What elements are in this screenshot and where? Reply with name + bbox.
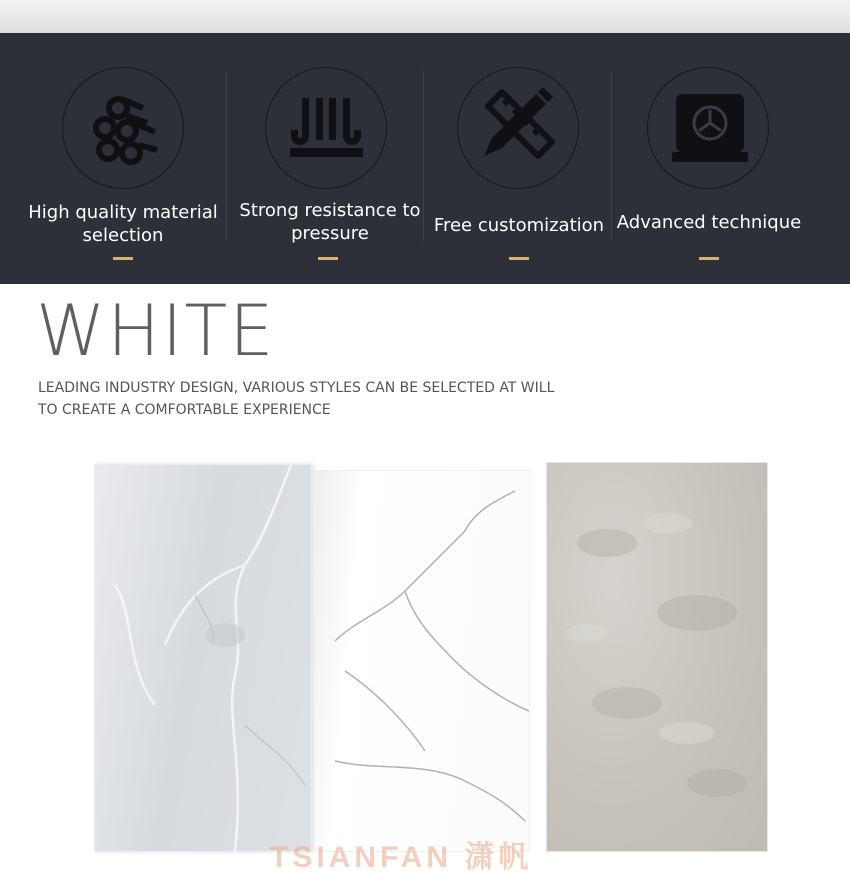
pipes-icon: [63, 68, 185, 190]
accent-bar: [113, 257, 133, 260]
stone-texture: [547, 463, 767, 851]
feature-label-line2: pressure: [291, 223, 369, 244]
grey-marble-panel: [94, 464, 312, 852]
feature-technique: [614, 33, 804, 284]
feature-label-line1: Strong resistance to: [239, 200, 421, 221]
brand-watermark: TSIANFAN 潇帆: [270, 841, 533, 874]
marble-veins: [315, 471, 529, 851]
feature-material: [28, 33, 218, 284]
subtitle-line1: LEADING INDUSTRY DESIGN, VARIOUS STYLES CAN BE SELECTED AT WILL: [38, 380, 555, 396]
feature-label-line1: Free customization: [433, 215, 605, 236]
feature-band: [0, 33, 850, 284]
accent-bar: [699, 257, 719, 260]
feature-pressure: [235, 33, 425, 284]
feature-label-line1: High quality material: [28, 202, 218, 223]
feature-circle: [265, 67, 387, 189]
feature-circle: [457, 67, 579, 189]
divider: [226, 71, 227, 241]
top-strip: [0, 0, 850, 33]
pencil-ruler-icon: [458, 68, 580, 190]
feature-customization: [429, 33, 609, 284]
accent-bar: [509, 257, 529, 260]
divider: [611, 71, 612, 241]
grey-stone-panel: [546, 462, 768, 852]
feature-circle: [647, 67, 769, 189]
feature-label-line1: Advanced technique: [616, 212, 802, 233]
feature-label-line2: selection: [82, 225, 164, 246]
feature-circle: [62, 67, 184, 189]
white-marble-panel: [314, 470, 530, 852]
marble-veins: [95, 465, 311, 851]
divider: [423, 71, 424, 241]
page-title: WHITE: [36, 290, 276, 372]
subtitle-line2: TO CREATE A COMFORTABLE EXPERIENCE: [38, 402, 331, 418]
clock-frame-icon: [648, 68, 770, 190]
accent-bar: [318, 257, 338, 260]
pressure-icon: [266, 68, 388, 190]
